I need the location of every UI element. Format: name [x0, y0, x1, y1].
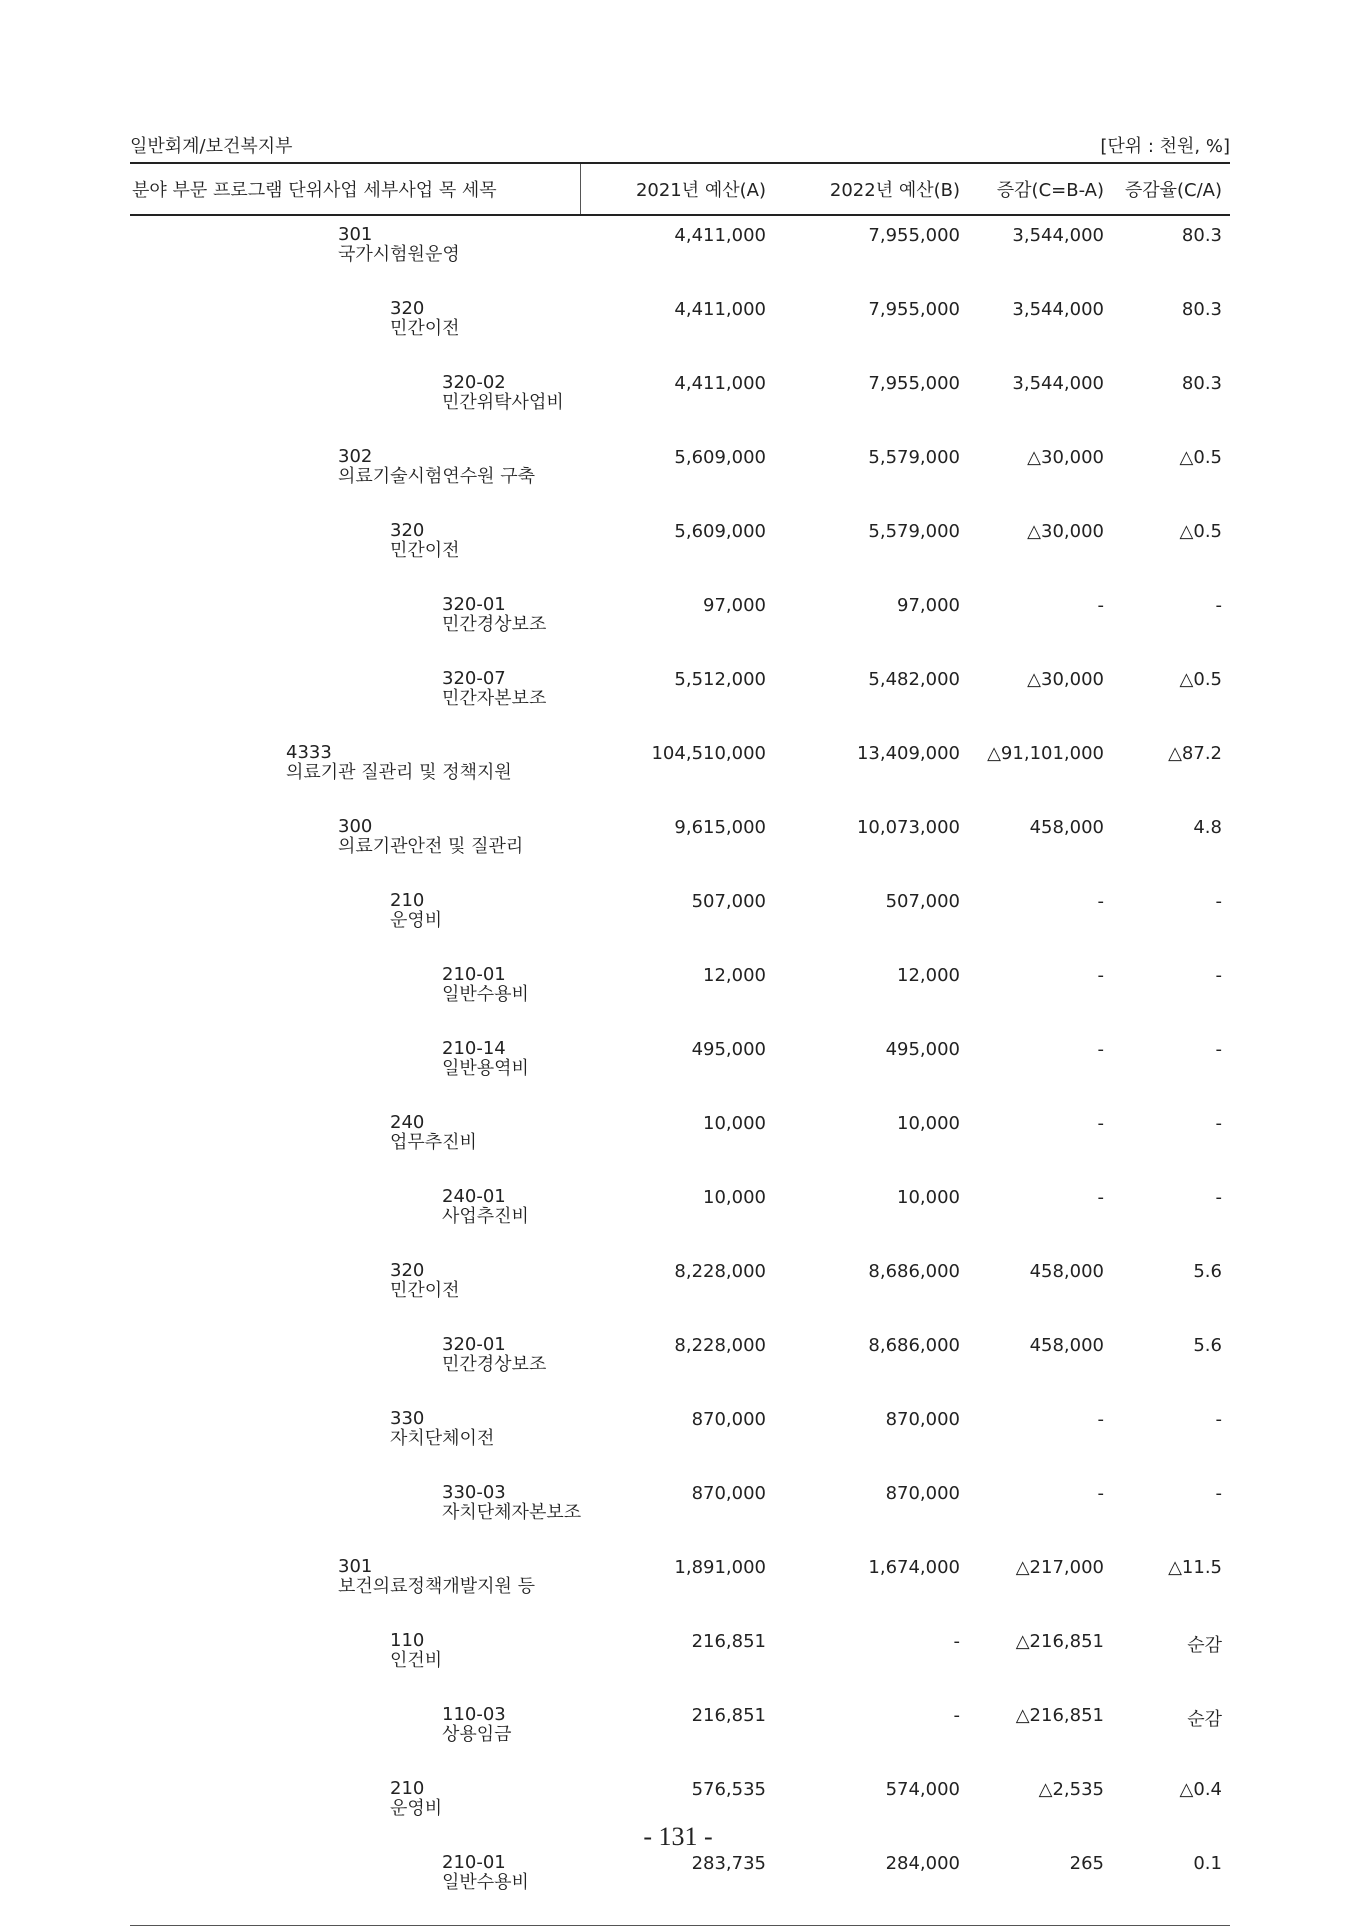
item-code: 210 [390, 890, 425, 911]
change-cell: - [1097, 1187, 1104, 1208]
budget-2022-cell: 8,686,000 [868, 1335, 960, 1356]
change-cell: △91,101,000 [987, 743, 1104, 764]
change-cell: 3,544,000 [1012, 373, 1104, 394]
budget-2022-cell: 870,000 [885, 1483, 960, 1504]
table-row [130, 1696, 1230, 1770]
account-title: 일반회계/보건복지부 [130, 136, 293, 157]
budget-2022-cell: 10,000 [897, 1113, 960, 1134]
item-label: 인건비 [390, 1650, 443, 1671]
budget-2021-cell: 10,000 [703, 1113, 766, 1134]
item-code: 302 [338, 446, 373, 467]
item-label: 의료기관 질관리 및 정책지원 [286, 762, 512, 783]
change-cell: 3,544,000 [1012, 225, 1104, 246]
budget-2022-cell: - [953, 1631, 960, 1652]
budget-2021-cell: 495,000 [691, 1039, 766, 1060]
change-rate-cell: - [1215, 1113, 1222, 1134]
budget-2021-cell: 576,535 [691, 1779, 766, 1800]
budget-2022-cell: 12,000 [897, 965, 960, 986]
change-rate-cell: △87.2 [1168, 743, 1222, 764]
item-code: 320-01 [442, 1334, 506, 1355]
budget-2021-cell: 9,615,000 [674, 817, 766, 838]
item-code: 210-01 [442, 964, 506, 985]
budget-2021-cell: 216,851 [691, 1705, 766, 1726]
table-row [130, 586, 1230, 660]
budget-2022-cell: 507,000 [885, 891, 960, 912]
unit-label: [단위 : 천원, %] [1100, 136, 1230, 157]
item-name-cell [130, 1178, 580, 1252]
change-cell: △30,000 [1027, 447, 1104, 468]
column-header-item: 분야 부문 프로그램 단위사업 세부사업 목 세목 [130, 163, 580, 215]
table-row [130, 882, 1230, 956]
budget-2021-cell: 8,228,000 [674, 1335, 766, 1356]
item-label: 일반수용비 [442, 1872, 529, 1893]
change-cell: 458,000 [1029, 1335, 1104, 1356]
item-label: 업무추진비 [390, 1132, 477, 1153]
item-label: 사업추진비 [442, 1206, 529, 1227]
table-row [130, 1030, 1230, 1104]
budget-2021-cell: 216,851 [691, 1631, 766, 1652]
change-rate-cell: △11.5 [1168, 1557, 1222, 1578]
change-cell: △30,000 [1027, 669, 1104, 690]
item-code: 110-03 [442, 1704, 506, 1725]
budget-2021-cell: 4,411,000 [674, 225, 766, 246]
item-name-cell [130, 1696, 580, 1770]
change-rate-cell: - [1215, 1409, 1222, 1430]
budget-2021-cell: 4,411,000 [674, 373, 766, 394]
change-cell: △217,000 [1015, 1557, 1104, 1578]
change-rate-cell: △0.5 [1179, 669, 1222, 690]
item-label: 자치단체자본보조 [442, 1502, 582, 1523]
item-label: 일반용역비 [442, 1058, 529, 1079]
table-row [130, 1178, 1230, 1252]
item-code: 4333 [286, 742, 332, 763]
item-name-cell [130, 1622, 580, 1696]
item-label: 민간위탁사업비 [442, 392, 564, 413]
budget-2021-cell: 507,000 [691, 891, 766, 912]
item-code: 301 [338, 1556, 373, 1577]
table-body [130, 215, 1230, 1926]
change-rate-cell: △0.4 [1179, 1779, 1222, 1800]
budget-2021-cell: 10,000 [703, 1187, 766, 1208]
budget-2021-cell: 12,000 [703, 965, 766, 986]
budget-2022-cell: 7,955,000 [868, 225, 960, 246]
change-cell: 265 [968, 1844, 1112, 1926]
budget-2022-cell: 870,000 [885, 1409, 960, 1430]
change-rate-cell: 순감 [1187, 1635, 1222, 1656]
change-rate-cell: 4.8 [1193, 817, 1222, 838]
item-label: 민간경상보조 [442, 614, 547, 635]
item-label: 의료기관안전 및 질관리 [338, 836, 524, 857]
budget-2021-cell: 5,609,000 [674, 521, 766, 542]
budget-2021-cell: 97,000 [703, 595, 766, 616]
item-code: 320 [390, 1260, 425, 1281]
budget-2022-cell: 5,482,000 [868, 669, 960, 690]
budget-2021-cell: 5,512,000 [674, 669, 766, 690]
table-row [130, 215, 1230, 290]
table-row [130, 1844, 1230, 1926]
table-caption [130, 132, 1230, 156]
item-code: 320 [390, 298, 425, 319]
budget-2021-cell: 870,000 [691, 1409, 766, 1430]
change-rate-cell: - [1215, 595, 1222, 616]
column-header-change-rate: 증감율(C/A) [1112, 163, 1230, 215]
item-name-cell [130, 215, 580, 290]
column-header-2022-budget: 2022년 예산(B) [774, 163, 968, 215]
budget-2022-cell: 10,000 [897, 1187, 960, 1208]
item-code: 320-07 [442, 668, 506, 689]
item-code: 330-03 [442, 1482, 506, 1503]
budget-table [130, 162, 1230, 1926]
change-cell: △216,851 [1015, 1705, 1104, 1726]
change-cell: - [1097, 595, 1104, 616]
budget-2021-cell: 283,735 [580, 1844, 774, 1926]
budget-2021-cell: 1,891,000 [674, 1557, 766, 1578]
table-row [130, 808, 1230, 882]
change-cell: 3,544,000 [1012, 299, 1104, 320]
item-code: 301 [338, 224, 373, 245]
change-rate-cell: 80.3 [1181, 373, 1222, 394]
budget-2022-cell: 97,000 [897, 595, 960, 616]
item-name-cell [130, 586, 580, 660]
item-code: 330 [390, 1408, 425, 1429]
table-row [130, 1326, 1230, 1400]
item-code: 240-01 [442, 1186, 506, 1207]
budget-2022-cell: 5,579,000 [868, 447, 960, 468]
item-name-cell [130, 1400, 580, 1474]
item-label: 민간이전 [390, 1280, 460, 1301]
table-row [130, 290, 1230, 364]
table-row [130, 364, 1230, 438]
budget-2022-cell: 5,579,000 [868, 521, 960, 542]
item-name-cell [130, 808, 580, 882]
table-row [130, 734, 1230, 808]
change-rate-cell: 80.3 [1181, 299, 1222, 320]
page-number: - 131 - [643, 1822, 713, 1851]
item-code: 110 [390, 1630, 425, 1651]
table-row [130, 1548, 1230, 1622]
item-name-cell [130, 660, 580, 734]
change-rate-cell: 80.3 [1181, 225, 1222, 246]
table-row [130, 1252, 1230, 1326]
change-cell: - [1097, 1039, 1104, 1060]
change-rate-cell: - [1215, 1483, 1222, 1504]
change-rate-cell: - [1215, 965, 1222, 986]
change-cell: - [1097, 1113, 1104, 1134]
item-name-cell [130, 1548, 580, 1622]
budget-2021-cell: 104,510,000 [651, 743, 766, 764]
column-header-2021-budget: 2021년 예산(A) [580, 163, 774, 215]
budget-2022-cell: 284,000 [774, 1844, 968, 1926]
item-label: 민간경상보조 [442, 1354, 547, 1375]
table-row [130, 512, 1230, 586]
change-rate-cell: - [1215, 891, 1222, 912]
item-name-cell [130, 1844, 580, 1926]
item-name-cell [130, 438, 580, 512]
item-label: 국가시험원운영 [338, 244, 460, 265]
change-rate-cell: 순감 [1187, 1709, 1222, 1730]
item-label: 운영비 [390, 1798, 443, 1819]
budget-2021-cell: 5,609,000 [674, 447, 766, 468]
item-label: 민간자본보조 [442, 688, 547, 709]
table-row [130, 1622, 1230, 1696]
change-rate-cell: - [1215, 1187, 1222, 1208]
item-code: 240 [390, 1112, 425, 1133]
change-cell: 458,000 [1029, 1261, 1104, 1282]
item-label: 운영비 [390, 910, 443, 931]
item-name-cell [130, 1252, 580, 1326]
budget-2022-cell: 574,000 [885, 1779, 960, 1800]
item-name-cell [130, 512, 580, 586]
budget-2022-cell: 13,409,000 [856, 743, 960, 764]
change-rate-cell: 5.6 [1193, 1261, 1222, 1282]
item-code: 320 [390, 520, 425, 541]
change-cell: - [1097, 1483, 1104, 1504]
change-cell: △30,000 [1027, 521, 1104, 542]
table-row [130, 660, 1230, 734]
change-cell: - [1097, 965, 1104, 986]
change-cell: △216,851 [1015, 1631, 1104, 1652]
budget-2021-cell: 870,000 [691, 1483, 766, 1504]
item-label: 보건의료정책개발지원 등 [338, 1576, 535, 1597]
table-row [130, 1104, 1230, 1178]
budget-2022-cell: 495,000 [885, 1039, 960, 1060]
item-code: 300 [338, 816, 373, 837]
budget-2022-cell: - [953, 1705, 960, 1726]
item-label: 상용임금 [442, 1724, 512, 1745]
change-cell: - [1097, 1409, 1104, 1430]
budget-2022-cell: 7,955,000 [868, 373, 960, 394]
item-name-cell [130, 1474, 580, 1548]
change-cell: 458,000 [1029, 817, 1104, 838]
change-rate-cell: 5.6 [1193, 1335, 1222, 1356]
item-name-cell [130, 734, 580, 808]
budget-2022-cell: 10,073,000 [856, 817, 960, 838]
item-code: 210 [390, 1778, 425, 1799]
item-label: 의료기술시험연수원 구축 [338, 466, 535, 487]
table-row [130, 1400, 1230, 1474]
item-code: 210-14 [442, 1038, 506, 1059]
item-label: 민간이전 [390, 540, 460, 561]
table-row [130, 1474, 1230, 1548]
budget-2022-cell: 1,674,000 [868, 1557, 960, 1578]
change-rate-cell: - [1215, 1039, 1222, 1060]
item-name-cell [130, 364, 580, 438]
item-name-cell [130, 1104, 580, 1178]
item-name-cell [130, 956, 580, 1030]
budget-2022-cell: 7,955,000 [868, 299, 960, 320]
column-header-change: 증감(C=B-A) [968, 163, 1112, 215]
item-code: 320-01 [442, 594, 506, 615]
budget-2022-cell: 8,686,000 [868, 1261, 960, 1282]
item-code: 320-02 [442, 372, 506, 393]
budget-2021-cell: 4,411,000 [674, 299, 766, 320]
item-name-cell [130, 1030, 580, 1104]
item-name-cell [130, 1326, 580, 1400]
item-name-cell [130, 882, 580, 956]
table-row [130, 438, 1230, 512]
item-name-cell [130, 290, 580, 364]
change-rate-cell: △0.5 [1179, 521, 1222, 542]
change-rate-cell: △0.5 [1179, 447, 1222, 468]
table-header [130, 163, 1230, 215]
item-label: 일반수용비 [442, 984, 529, 1005]
change-cell: △2,535 [1038, 1779, 1104, 1800]
item-code: 210-01 [442, 1852, 506, 1873]
change-rate-cell: 0.1 [1112, 1844, 1230, 1926]
change-cell: - [1097, 891, 1104, 912]
table-row [130, 956, 1230, 1030]
item-label: 자치단체이전 [390, 1428, 495, 1449]
item-label: 민간이전 [390, 318, 460, 339]
budget-2021-cell: 8,228,000 [674, 1261, 766, 1282]
